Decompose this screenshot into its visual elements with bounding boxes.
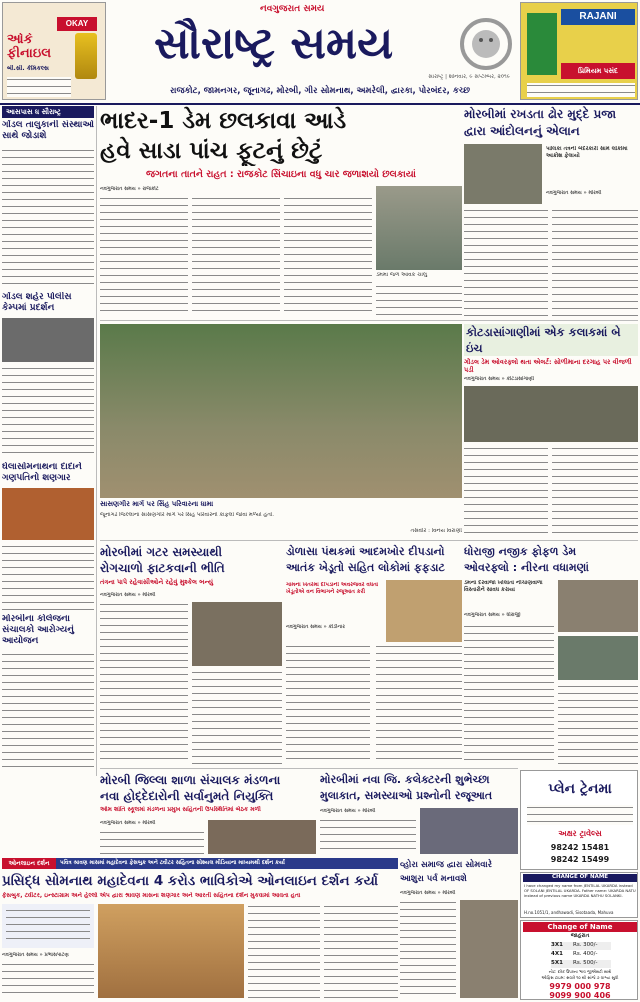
somnath-subhead: ફેસબુક, ટ્વીટર, ઇન્સ્ટાગ્રામ અને હેલ્લો એપ દ્વારા શ્રાવણ માસના શણગાર અને આરતી સહિતના દર્શન મુકવામાં આવતા હતા	[2, 892, 301, 899]
ad-okay-phenyl[interactable]	[2, 2, 106, 100]
kotda-text-col1	[464, 446, 548, 536]
leopard-story[interactable]	[286, 544, 462, 766]
gutter-headline-line1: મોરબીમાં ગટર સમસ્યાથી	[100, 545, 222, 559]
classified-phone-2: 9099 900 406	[549, 991, 611, 1000]
collector-headline-line2: મુલાકાત, સમસ્યાઓ પ્રશ્નોની રજૂઆત	[320, 789, 493, 802]
rate-size: 4X1	[551, 951, 563, 957]
somnath-stats-text	[6, 908, 90, 944]
rajani-product-image	[527, 13, 557, 75]
lead-subhead: જગતના તાતને રાહત : રાજકોટ સિંચાઇના વધુ ચાર જળાશયો છલકાયાં	[146, 169, 416, 180]
okay-logo: OKAY	[57, 17, 97, 31]
lion-caption-tag: સાસણગીર માર્ગ પર સિંહ પરિવારના ધામા	[100, 500, 214, 508]
leopard-headline-line1: ડોળાસા પંથકમાં આદમખોર દીપડાનો	[286, 545, 445, 558]
morbi-roads-bullet: પાલિકા તંત્રની બેદરકારી સામે લોકોમાં આક્રોશ ફેલાયો	[546, 146, 628, 159]
leopard-text-col2	[376, 644, 462, 764]
sidebar-story-text	[2, 544, 94, 610]
collector-text-col1	[320, 818, 416, 854]
vohra-headline-line2: આશુરા પર્વ મનાવશે	[400, 874, 467, 884]
dhoraji-story[interactable]	[464, 544, 638, 766]
rate-price: Rs. 400/-	[573, 951, 598, 957]
sidebar-story-title: ઘેલાસોમનાથના દાદાને ગણપતિનો શણગાર	[2, 462, 82, 483]
lion-photo	[100, 324, 462, 498]
somnath-banner-text: પવિત્ર શ્રાવણ માસમાં મહાદેવના ફેસબુક અને ટ્વીટર સહિતના સોશ્યલ મીડિયાના માધ્યમથી દર્શન કર્યા	[60, 860, 285, 866]
somnath-stats-box	[2, 904, 94, 948]
morbi-roads-text-col1	[464, 208, 548, 316]
sidebar-story-photo	[2, 488, 94, 540]
classified-rates-note: નોટ: દરેક ઉપરના ભાવ જીએસટી સાથે	[548, 969, 612, 974]
dhoraji-headline-line2: ઓવરફ્લો : નીરના વધામણાં	[464, 561, 589, 574]
kotda-subhead: ગોંડલ ડેમ ઓવરફ્લો થતા એલર્ટ: સોળીમાના દરગાહ પર વીજળી પડી	[464, 358, 632, 374]
somnath-text-col1	[2, 962, 94, 998]
rate-price: Rs. 300/-	[573, 942, 598, 948]
gutter-photo	[192, 602, 282, 666]
somnath-headline: પ્રસિદ્ધ સોમનાથ મહાદેવના 4 કરોડ ભાવિકોએ ઓનલાઇન દર્શન કર્યા	[2, 873, 379, 889]
masthead	[110, 0, 518, 102]
dhoraji-photo-2	[558, 636, 638, 680]
somnath-story[interactable]	[2, 858, 398, 1000]
school-headline-line2: નવા હોદ્દેદારોની સર્વાનુમતે નિયુક્તિ	[100, 789, 274, 803]
masthead-title: સૌરાષ્ટ્ર સમય	[154, 18, 394, 69]
masthead-cities: રાજકોટ, જામનગર, જૂનાગઢ, મોરબી, ગીર સોમનાથ, અમરેલી, દ્વારકા, પોરબંદર, કચ્છ	[170, 86, 470, 96]
rate-size: 3X1	[551, 942, 563, 948]
rajani-ad-text	[527, 83, 635, 97]
plane-ad-text	[527, 805, 633, 825]
collector-story[interactable]	[320, 772, 518, 856]
okay-product-name: ઓકે ફીનાઇલ	[7, 33, 52, 61]
classified-sub: જાહેરાત	[570, 933, 590, 939]
gutter-text-col1	[100, 602, 188, 764]
sidebar-story-text	[2, 148, 94, 286]
school-text-col1	[100, 830, 204, 854]
morbi-roads-story[interactable]	[464, 106, 638, 318]
lead-story[interactable]	[100, 106, 462, 318]
sidebar-story-1[interactable]	[2, 120, 94, 290]
ad-rajani[interactable]	[520, 2, 638, 100]
plane-title: પ્લેન ટ્રેનમા	[548, 781, 612, 797]
sidebar-story-title: મોરબીના કોલેજના સંચાલકો આરોગ્યનું આયોજન	[2, 614, 74, 646]
vohra-byline: નવગુજરાત સમય » મોરબી	[400, 890, 456, 896]
kotda-photo	[464, 386, 638, 442]
morbi-roads-byline: નવગુજરાત સમય » મોરબી	[546, 190, 602, 196]
somnath-text-col2	[248, 904, 320, 998]
collector-headline-line1: મોરબીમાં નવા જિ. કલેક્ટરની શુભેચ્છા	[320, 773, 490, 786]
sidebar-story-title: ગોંડલ તાલુકાની સંસ્થાઓ સાથે જોડાશે	[2, 120, 94, 141]
lion-photo-story[interactable]	[100, 324, 462, 538]
sidebar-story-2[interactable]	[2, 292, 94, 462]
plane-phone-1: 98242 15481	[550, 843, 610, 852]
lead-photo-caption: ડેમમાં જળ આવક ચાલુ	[376, 272, 428, 278]
gutter-text-col2	[192, 670, 282, 764]
sidebar-story-text	[2, 652, 94, 772]
okay-company: બી.સી. કેમિકલ્સ	[7, 65, 49, 72]
sidebar-story-photo	[2, 318, 94, 362]
school-subhead: ઓમ શાંતિ સ્કૂલમાં મંડળના પ્રમુખ સહિતની ઉપસ્થિતિમાં બેઠક મળી	[100, 806, 261, 813]
masthead-brand-small: નવગુજરાત સમય	[260, 4, 325, 14]
lead-headline-line2: હવે સાડા પાંચ ફૂટનું છેટું	[100, 138, 323, 164]
dhoraji-byline: નવગુજરાત સમય » ધોરાજી	[464, 612, 521, 618]
kotda-text-col2	[552, 446, 638, 536]
morbi-roads-headline: મોરબીમાં રખડતા ઢોર મુદ્દે પ્રજા દ્વારા આંદોલનનું એલાન	[464, 107, 617, 138]
kotda-headline: કોટડાસાંગાણીમાં એક કલાકમાં બે ઇંચ	[464, 324, 638, 356]
rate-row	[551, 951, 611, 959]
ad-plane-train[interactable]	[520, 770, 638, 870]
rajani-tag: પ્રિમિયમ પસંદ	[561, 63, 635, 79]
sidebar-story-text	[2, 366, 94, 458]
collector-photo	[420, 808, 518, 854]
morbi-roads-text-col2	[552, 208, 638, 316]
vohra-photo	[460, 900, 518, 998]
lead-text-col2	[192, 196, 280, 316]
gutter-subhead: તંત્રના પાપે રહેવાસીઓને રહેવું મુશ્કેલ બન્યું	[100, 578, 214, 586]
lion-caption: જૂનાગઢ જિલ્લાના સાસણગીર માર્ગ પર સિંહ પરિવારનો કાફલો જોવા મળ્યો હતો.	[100, 512, 275, 518]
dhoraji-text-col1	[464, 624, 554, 764]
gutter-headline-line2: રોગચાળો ફાટકવાની ભીતિ	[100, 561, 225, 575]
lead-text-col1	[100, 196, 188, 316]
leopard-bullet: ગામના ખેતરમાં દીપડાની અવરજવર વધતા ખેડૂતોએ વન વિભાગને રજૂઆત કરી	[286, 582, 379, 595]
dhoraji-bullet: ડેમના દરવાજા ખોલાતા નીચાણવાળા વિસ્તારોને સાવધ કરાયા	[464, 580, 543, 593]
dhoraji-photo-1	[558, 580, 638, 632]
okay-address-text	[7, 77, 71, 97]
kotda-byline: નવગુજરાત સમય » કોટડાસાંગાણી	[464, 376, 535, 382]
ad-classified-rates[interactable]	[520, 920, 638, 1000]
leopard-byline: નવગુજરાત સમય » કોડીનાર	[286, 624, 345, 630]
gutter-story[interactable]	[100, 544, 282, 766]
leopard-headline-line2: આતંક ખેડૂતો સહિત લોકોમાં ફફડાટ	[286, 561, 445, 574]
vohra-text	[400, 900, 456, 998]
rajani-brand: RAJANI	[561, 9, 635, 25]
school-byline: નવગુજરાત સમય » મોરબી	[100, 820, 156, 826]
dhoraji-headline-line1: ધોરાજી નજીક ફોફળ ડેમ	[464, 545, 577, 558]
rate-price: Rs. 500/-	[573, 960, 598, 966]
section-label: આસપાસ ધ સૌરાષ્ટ્ર	[2, 106, 94, 118]
change-notice-address: H.no.1051/1, andhawadi, Sisotaada, Mahuva	[524, 910, 614, 915]
rate-row	[551, 960, 611, 968]
school-photo	[208, 820, 316, 854]
collector-byline: નવગુજરાત સમય » મોરબી	[320, 808, 376, 814]
change-notice-title: CHANGE OF NAME	[523, 874, 637, 882]
classified-contact-note: ઓફિસ ટાઇમ: સવારે ૧૦ થી સાંજે ૭ વાગ્યા સુધી	[541, 975, 619, 980]
somnath-byline: નવગુજરાત સમય » પ્રભાસપાટણ	[2, 952, 69, 958]
vohra-story[interactable]	[400, 858, 518, 1000]
ad-change-of-name-notice[interactable]	[520, 872, 638, 918]
change-notice-body: I have changed my name from JENTILAL UKARDA instead OF SOLANI JENTILAL UKARDA. Father name: UKARDA NATU instead of previous name UKARDA NATHU SOLANKI.	[524, 883, 636, 899]
leopard-text-col1	[286, 644, 370, 764]
classified-phone-1: 9979 000 978	[549, 982, 611, 991]
plane-company: અક્ષર ટ્રાવેલ્સ	[558, 829, 602, 838]
gutter-byline: નવગુજરાત સમય » મોરબી	[100, 592, 156, 598]
vohra-headline-line1: વ્હોરા સમાજ દ્વારા સોમવારે	[400, 860, 493, 870]
rate-row	[551, 942, 611, 950]
plane-phone-2: 98242 15499	[550, 855, 610, 864]
sidebar-story-title: ગોંડલ શહેર પોલીસ કેમ્પમાં પ્રદર્શન	[2, 292, 72, 313]
kotda-story[interactable]	[464, 324, 638, 538]
lead-byline: નવગુજરાત સમય » રાજકોટ	[100, 186, 159, 192]
somnath-temple-photo	[98, 904, 244, 998]
lion-credit: તસવીર : વિનય વિરાણી	[410, 528, 462, 534]
dhoraji-text-col2	[558, 684, 638, 764]
lead-headline-line1: ભાદર-1 ડેમ છલકાવા આડે	[100, 108, 347, 134]
somnath-banner-tag: ઓનલાઇન દર્શન	[2, 858, 56, 869]
somnath-text-col3	[324, 904, 398, 998]
rate-size: 5X1	[551, 960, 563, 966]
masthead-dateline: સૌરાષ્ટ્ર | શનિવાર, ૯ સપ્ટેમ્બર, ૨૦૧૯	[428, 74, 510, 80]
sidebar-story-3[interactable]	[2, 462, 94, 612]
school-headline-line1: મોરબી જિલ્લા શાળા સંચાલક મંડળના	[100, 773, 281, 787]
school-story[interactable]	[100, 772, 316, 856]
somnath-banner	[2, 858, 398, 869]
lead-photo	[376, 186, 462, 270]
morbi-roads-photo	[464, 144, 542, 204]
lion-logo-icon	[458, 14, 514, 74]
sidebar-story-4[interactable]	[2, 614, 94, 774]
leopard-photo	[386, 580, 462, 642]
classified-title: Change of Name	[523, 922, 637, 932]
lead-text-col4	[376, 284, 462, 316]
lead-text-col3	[284, 196, 372, 316]
okay-bottle-image	[75, 33, 97, 79]
